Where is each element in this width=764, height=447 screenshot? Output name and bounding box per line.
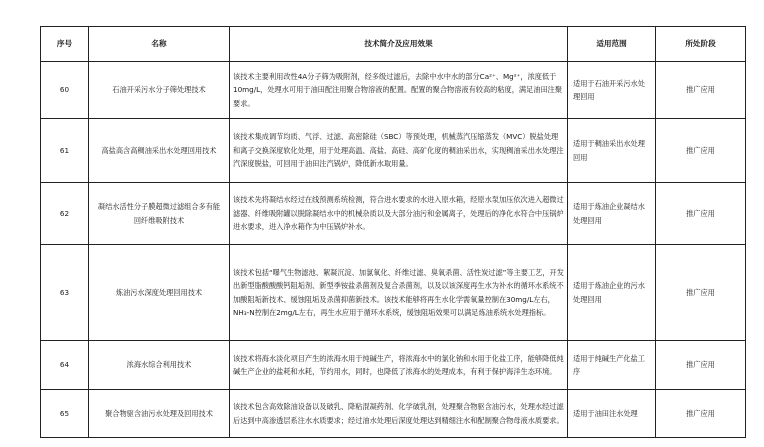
table-header-row (41, 27, 746, 62)
table-row (41, 245, 746, 341)
table-row (41, 390, 746, 438)
cell-serial: 63 (41, 245, 89, 341)
cell-description: 该技术将海水淡化项目产生的浓海水用于纯碱生产，将浓海水中的氯化钠和水用于化盐工序，能够降低纯碱生产企业的盐耗和水耗，节约用水，同时，也降低了浓海水的处理成本，有利于保护海洋生态环境。 (230, 341, 568, 390)
table-row (41, 119, 746, 183)
table-row (41, 341, 746, 390)
cell-stage: 推广应用 (656, 119, 746, 183)
cell-name: 凝结水活性分子膜超微过滤组合多有能回纤维吸附技术 (89, 183, 230, 245)
cell-description: 该技术包含高效除油设备以及破乳、降粘混凝药剂、化学破乳剂，处理聚合物驱含油污水，处理水经过滤后达到中高渗透层系注水水质要求；经过油水处理后深度处理达到精细注水和配制聚合物母液水质要求。 (230, 390, 568, 438)
cell-name: 炼油污水深度处理回用技术 (89, 245, 230, 341)
cell-description: 该技术主要利用改性4A分子筛为吸附剂，经多级过滤后，去除中水中水的部分Ca²⁺、Mg²⁺，浓度低于10mg/L，处理水可用于油田配注用聚合物溶液的配置。配置的聚合物溶液有较高的粘度，满足油田注聚要求。 (230, 62, 568, 119)
cell-name: 高盐高含高稠油采出水处理回用技术 (89, 119, 230, 183)
cell-serial: 62 (41, 183, 89, 245)
header-stage: 所处阶段 (656, 27, 746, 62)
header-scope: 适用范围 (568, 27, 656, 62)
technology-table (40, 26, 746, 438)
table-row (41, 183, 746, 245)
cell-serial: 61 (41, 119, 89, 183)
cell-scope: 适用于炼油企业凝结水处理回用 (568, 183, 656, 245)
cell-serial: 64 (41, 341, 89, 390)
technology-table-container (40, 26, 745, 438)
cell-scope: 适用于油田注水处理 (568, 390, 656, 438)
cell-name: 石油开采污水分子筛处理技术 (89, 62, 230, 119)
cell-description: 该技术包括“曝气生物滤池、絮凝沉淀、加氯氧化、纤维过滤、臭氧杀菌、活性炭过滤”等主要工艺，开发出新型脂酸酸酸钙阻垢剂、新型季铵盐杀菌剂及复合杀菌剂，以及以该深度再生水为补水的循环水系统不加酸阻垢新技术、缓蚀阻垢及杀菌抑菌新技术。该技术能够将再生水化学需氧量控制在30mg/L左右，NH₃-N控制在2mg/L左右，再生水应用于循环水系统，缓蚀阻垢效果可以满足炼油系统水处理指标。 (230, 245, 568, 341)
cell-stage: 推广应用 (656, 62, 746, 119)
header-description: 技术简介及应用效果 (230, 27, 568, 62)
cell-name: 浓海水综合利用技术 (89, 341, 230, 390)
cell-description: 该技术先将凝结水经过在线预测系统检测，符合进水要求的水进入原水箱，经原水泵加压依次进入超微过滤器、纤维吸附罐以脱除凝结水中的机械杂质以及大部分油污和金属离子，处理后的净化水符合中压锅炉进水要求，进入净水箱作为中压锅炉补水。 (230, 183, 568, 245)
header-serial: 序号 (41, 27, 89, 62)
cell-scope: 适用于炼油企业的污水处理回用 (568, 245, 656, 341)
table-row (41, 62, 746, 119)
cell-scope: 适用于稠油采出水处理回用 (568, 119, 656, 183)
cell-description: 该技术集成调节均质、气浮、过滤、高密除硅（SBC）等预处理，机械蒸汽压缩蒸发（MVC）脱盐处理和离子交换深度软化处理，用于处理高温、高盐、高硅、高矿化度的稠油采出水，实现稠油采出水处理注汽深度脱盐，可回用于油田注汽锅炉，降低新水取用量。 (230, 119, 568, 183)
cell-scope: 适用于石油开采污水处理回用 (568, 62, 656, 119)
cell-stage: 推广应用 (656, 183, 746, 245)
header-name: 名称 (89, 27, 230, 62)
cell-serial: 65 (41, 390, 89, 438)
cell-serial: 60 (41, 62, 89, 119)
cell-stage: 推广应用 (656, 341, 746, 390)
cell-stage: 推广应用 (656, 245, 746, 341)
cell-scope: 适用于纯碱生产化盐工序 (568, 341, 656, 390)
cell-stage: 推广应用 (656, 390, 746, 438)
cell-name: 聚合物驱含油污水处理及回用技术 (89, 390, 230, 438)
